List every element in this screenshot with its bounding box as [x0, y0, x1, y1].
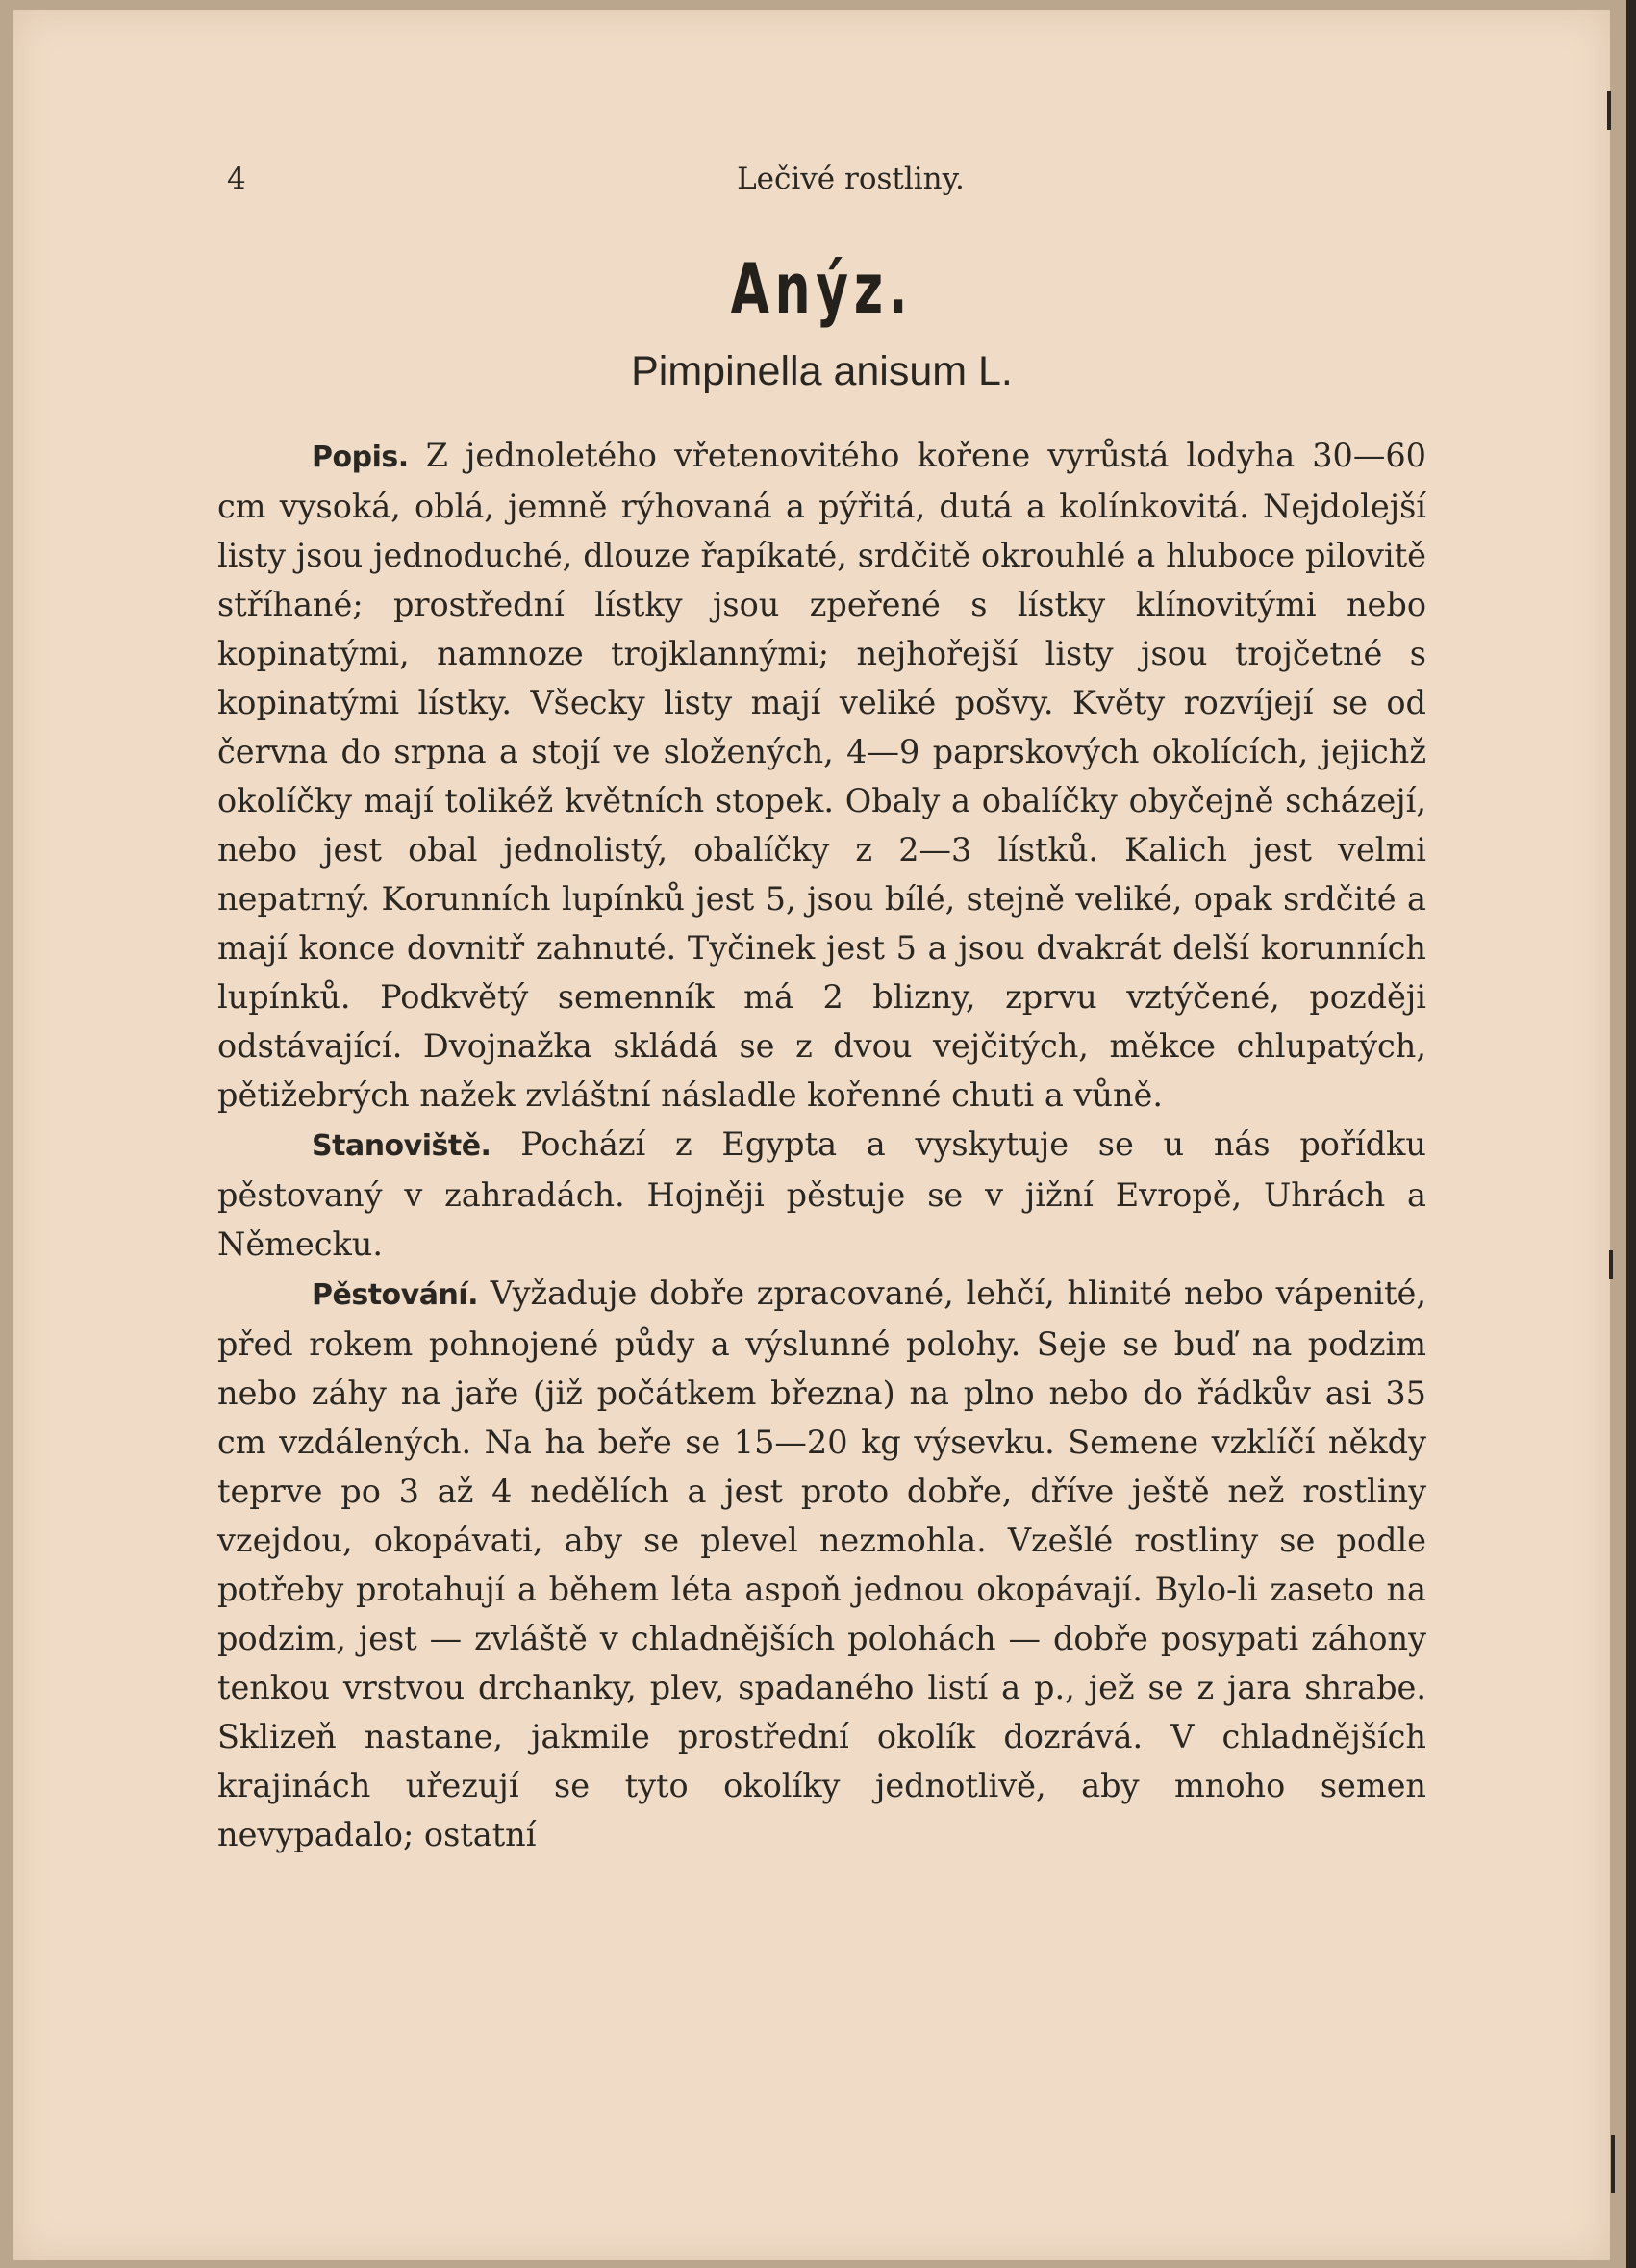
section-lead: Stanoviště.	[312, 1129, 491, 1163]
paragraph-habitat	[217, 1120, 1426, 1269]
paragraph-text: Pochází z Egypta a vyskytuje se u nás pořídku pěstovaný v zahradách. Hojněji pěstuje se v jižní Evropě, Uhrách a Německu.	[217, 1125, 1426, 1263]
section-lead: Popis.	[312, 441, 409, 474]
binding-mark	[1611, 2135, 1615, 2193]
section-lead: Pěstování.	[312, 1278, 478, 1312]
page-edge	[1626, 0, 1636, 2268]
paragraph-text: Vyžaduje dobře zpracované, lehčí, hlinité nebo vápenité, před rokem pohnojené půdy a výslunné polohy. Seje se buď na podzim nebo záhy na jaře (již počátkem března) na plno nebo do řádkův asi 35 cm vzdálených. Na ha beře se 15—20 kg výsevku. Semene vzklíčí někdy teprve po 3 až 4 nedělích a jest proto dobře, dříve ještě než rostliny vzejdou, okopávati, aby se plevel nezmohla. Vzešlé rostliny se podle potřeby protahují a během léta aspoň jednou okopávají. Bylo-li zaseto na podzim, jest — zvláště v chladnějších polohách — dobře posypati záhony tenkou vrstvou drchanky, plev, spadaného listí a p., jež se z jara shrabe. Sklizeň nastane, jakmile prostřední okolík dozrává. V chladnějších krajinách uřezují se tyto okolíky jednotlivě, aby mnoho semen nevypadalo; ostatní	[217, 1274, 1426, 1853]
binding-mark	[1609, 1250, 1613, 1279]
running-title: Lečivé rostliny.	[737, 162, 965, 196]
page-header	[217, 162, 1426, 210]
page-number: 4	[227, 162, 246, 196]
article-title: Anýz.	[730, 248, 914, 329]
binding-mark	[1607, 91, 1611, 130]
paragraph-cultivation	[217, 1269, 1426, 1859]
article-subtitle: Pimpinella anisum L.	[631, 348, 1013, 394]
paragraph-text: Z jednoletého vřetenovitého kořene vyrůstá lodyha 30—60 cm vysoká, oblá, jemně rýhovaná a pýřitá, dutá a kolínkovitá. Nejdolejší listy jsou jednoduché, dlouze řapíkaté, srdčitě okrouhlé a hluboce pilovitě stříhané; prostřední lístky jsou zpeřené s lístky klínovitými nebo kopinatými, namnoze trojklannými; nejhořejší listy jsou trojčetné s kopinatými lístky. Všecky listy mají veliké pošvy. Květy rozvíjejí se od června do srpna a stojí ve složených, 4—9 paprskových okolících, jejichž okolíčky mají tolikéž květních stopek. Obaly a obalíčky obyčejně scházejí, nebo jest obal jednolistý, obalíčky z 2—3 lístků. Kalich jest velmi nepatrný. Korunních lupínků jest 5, jsou bílé, stejně veliké, opak srdčité a mají konce dovnitř zahnuté. Tyčinek jest 5 a jsou dvakrát delší korunních lupínků. Podkvětý semenník má 2 blizny, zprvu vztýčené, později odstávající. Dvojnažka skládá se z dvou vejčitých, měkce chlupatých, pětižebrých nažek zvláštní násladle kořenné chuti a vůně.	[217, 437, 1426, 1114]
paragraph-description	[217, 431, 1426, 1120]
article-body	[217, 431, 1426, 1859]
